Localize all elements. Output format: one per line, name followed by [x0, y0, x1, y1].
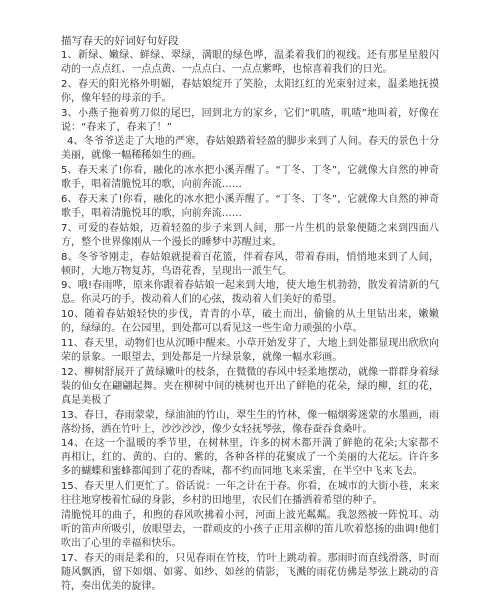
- paragraph-9: 9、哦!春雨哗，原来你跟着春姑娘一起来到大地，使大地生机勃勃，散发着清新的气息。你灵巧的手，拨动着人们的心弦，拨动着人们美好的希望。: [61, 280, 439, 306]
- paragraph-17: 17、春天的雨是柔和的，只见春雨在竹枝，竹叶上跳动着。那雨时而直线滑落，时而随风飘洒，留下如烟、如雾、如纱、如丝的倩影，飞溅的雨花仿佛是琴弦上跳动的音符，奏出优美的旋律。: [61, 552, 439, 592]
- paragraph-12: 12、柳树舒展开了黄绿嫩叶的枝条，在微微的春风中轻柔地摆动，就像一群群身着绿装的仙女在翩翩起舞。夹在柳树中间的桃树也开出了鲜艳的花朵，绿的柳，红的花，真是美极了: [61, 366, 439, 406]
- paragraph-13: 13、春日，春雨蒙蒙，绿油油的竹山，翠生生的竹林，像一幅烟雾迷蒙的水墨画，雨落纷扬，洒在竹叶上，沙沙沙沙，像少女轻抚琴弦，像春蚕吞食桑叶。: [61, 409, 439, 435]
- paragraph-7: 7、可爱的春姑娘，迈着轻盈的步子来到人间，那一片生机的景象便随之来到四面八方，整个世界像刚从一个漫长的睡梦中苏醒过来。: [61, 222, 439, 248]
- paragraph-16: 清脆悦耳的曲子，和煦的春风吹拂着小河，河面上波光粼粼。我忽然被一阵悦耳、动听的笛声所吸引，放眼望去，一群顽皮的小孩子正用亲柳的笛儿吹着悠扬的曲调!他们吹出了心里的幸福和快乐。: [61, 509, 439, 549]
- paragraph-4: 4、冬爷爷送走了大地的严寒，春姑娘踏着轻盈的脚步来到了人间。春天的景色十分美丽，就像一幅稀稀如生的画。: [61, 136, 439, 162]
- paragraph-1: 1、新绿、嫩绿、鲜绿、翠绿，满眼的绿色哗，温柔着我们的视线。还有那星星般闪动的一点点红、一点点黄、一点点白、一点点紫哗，也惊喜着我们的日光。: [61, 50, 439, 75]
- paragraph-3: 3、小燕子拖着剪刀似的尾巴，回到北方的家乡，它们“叽喳，叽喳”地叫着，好像在说：“春来了，春来了！”: [61, 107, 439, 133]
- paragraph-5: 5、春天来了!你看，融化的冰水把小溪弄醒了。“丁冬、丁冬”，它就像大自然的神奇歌手，唱着清脆悦耳的歌，向前奔流……: [61, 165, 439, 191]
- paragraph-14: 14、在这一个温暖的季节里，在树林里，许多的树木都开满了鲜艳的花朵;大家都不再相让，红的、黄的、白的、紫的，各种各样的花聚成了一个美丽的大花坛。许许多多的蝴蝶和蜜蜂都闻到了花的香味，都不约而同地飞来采蜜，在半空中飞来飞去。: [61, 438, 439, 478]
- paragraph-2: 2、春天的阳光格外明媚，春姑娘绽开了笑脸，太阳红红的光束射过来，温柔地抚摸你，像年轻的母亲的手。: [61, 78, 439, 104]
- document-body: [61, 49, 439, 595]
- paragraph-6: 6、春天来了!你看，融化的冰水把小溪弄醒了。“丁冬、丁冬”，它就像大自然的神奇歌手，唱着清脆悦耳的歌，向前奔流……: [61, 193, 439, 219]
- document-title: 描写春天的好词好句好段: [61, 35, 179, 47]
- paragraph-15: 15、春天里人们更忙了。俗话说：一年之计在于春。你看，在城市的大街小巷，来来往往地穿梭着忙碌的身影，乡村的田地里，农民们在播洒着希望的种子。: [61, 481, 439, 507]
- paragraph-10: 10、随着春姑娘轻快的步伐，青青的小草，破土而出，偷偷的从土里钻出来，嫩嫩的，绿绿的。在公园里，到处都可以看见这一些生命力顽强的小草。: [61, 309, 439, 335]
- paragraph-11: 11、春天里，动物们也从沉睡中醒来。小草开始发芽了，大地上到处都显现出欣欣向荣的景象。一眼望去，到处都是一片绿景象，就像一幅水彩画。: [61, 337, 439, 363]
- paragraph-8: 8、冬爷爷刚走，春姑娘就提着百花篮，伴着春风，带着春雨，悄悄地来到了人间，顿时，大地万物复苏，鸟语花香，呈现出一派生气。: [61, 251, 439, 277]
